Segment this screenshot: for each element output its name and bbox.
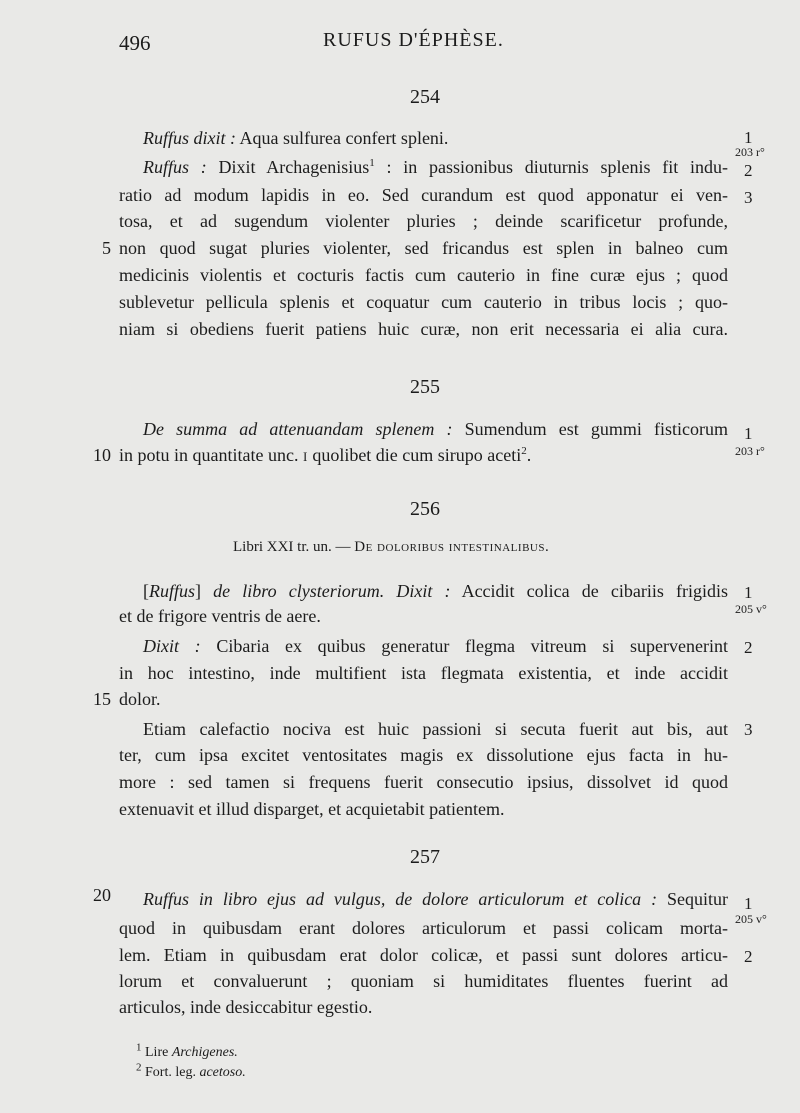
folio-mark: 203 r°: [735, 444, 765, 458]
text-line: tosa, et ad sugendum violenter pluries ; deinde scarificetur profunde,: [119, 211, 728, 231]
text-line: lorum et convaluerunt ; quoniam si humiditates fluentes fuerint ad: [119, 971, 728, 991]
text-line: sublevetur pellicula splenis et coquatur cum cauterio in tribus locis ; quo-: [119, 292, 728, 312]
paragraph-number: 3: [744, 720, 753, 739]
paragraph-number: 2: [744, 638, 753, 657]
text-line: Etiam calefactio nociva est huic passioni si secuta fuerit aut bis, aut: [143, 719, 728, 739]
section-number-254: 254: [410, 86, 440, 108]
text-line: articulos, inde desiccabitur egestio.: [119, 997, 373, 1017]
paragraph-number: 3: [744, 188, 753, 207]
paragraph-number: 1: [744, 583, 753, 602]
section-number-255: 255: [410, 376, 440, 398]
text-line: ter, cum ipsa excitet ventositates magis ex dissolutione ejus facta in hu-: [119, 745, 728, 765]
line-number: 5: [102, 238, 111, 258]
paragraph-number: 1: [744, 424, 753, 443]
paragraph-number: 1: [744, 894, 753, 913]
text-line: in potu in quantitate unc. i quolibet die cum sirupo aceti$^2$.: [119, 445, 532, 465]
paragraph-number: 2: [744, 161, 753, 180]
line-number: 20: [93, 885, 111, 905]
line-number: 15: [93, 689, 111, 709]
text-line: dolor.: [119, 689, 161, 709]
running-title: RUFUS D'ÉPHÈSE.: [323, 29, 504, 51]
text-line: Dixit : Cibaria ex quibus generatur flegma vitreum si supervenerint: [143, 636, 728, 656]
folio-mark: 205 v°: [735, 602, 767, 616]
text-line: non quod sugat pluries violenter, sed fricandus est splen in balneo cum: [119, 238, 728, 258]
page-number: 496: [119, 31, 151, 55]
folio-mark: 203 r°: [735, 145, 765, 159]
text-line: De summa ad attenuandam splenem : Sumendum est gummi fisticorum: [143, 419, 728, 439]
text-line: more : sed tamen si frequens fuerit consecutio ipsius, dissolvet id quod: [119, 772, 728, 792]
section-number-256: 256: [410, 498, 440, 520]
text-line: medicinis violentis et cocturis factis cum cauterio in fine curæ ejus ; quod: [119, 265, 728, 285]
folio-mark: 205 v°: [735, 912, 767, 926]
section-number-257: 257: [410, 846, 440, 868]
text-line: in hoc intestino, inde multifient ista flegmata existentia, et inde accidit: [119, 663, 728, 683]
section-subheading: Libri XXI tr. un. — De doloribus intestinalibus.: [233, 539, 550, 555]
text-line: Ruffus in libro ejus ad vulgus, de dolore articulorum et colica : Sequitur: [143, 889, 728, 909]
text-line: extenuavit et illud disparget, et acquietabit patientem.: [119, 799, 505, 819]
text-line: Ruffus dixit : Aqua sulfurea confert spleni.: [143, 128, 449, 148]
line-number: 10: [93, 445, 111, 465]
text-line: quod in quibusdam erant dolores articulorum et passi colicam morta-: [119, 918, 728, 938]
footnote: $^1$ Lire Archigenes.: [136, 1041, 238, 1060]
text-line: lem. Etiam in quibusdam erat dolor colicæ, et passi sunt dolores articu-: [119, 945, 728, 965]
text-line: ratio ad modum lapidis in eo. Sed curandum est quod apponatur ei ven-: [119, 185, 728, 205]
text-line: et de frigore ventris de aere.: [119, 606, 321, 626]
text-line: [Ruffus] de libro clysteriorum. Dixit : Accidit colica de cibariis frigidis: [143, 581, 728, 601]
paragraph-number: 2: [744, 947, 753, 966]
paragraph-number: 1: [744, 128, 753, 147]
footnote: $^2$ Fort. leg. acetoso.: [136, 1061, 246, 1080]
text-line: niam si obediens fuerit patiens huic curæ, non erit necessaria ei alia cura.: [119, 319, 728, 339]
text-line: Ruffus : Dixit Archagenisius$^1$ : in passionibus diuturnis splenis fit indu-: [143, 157, 728, 177]
